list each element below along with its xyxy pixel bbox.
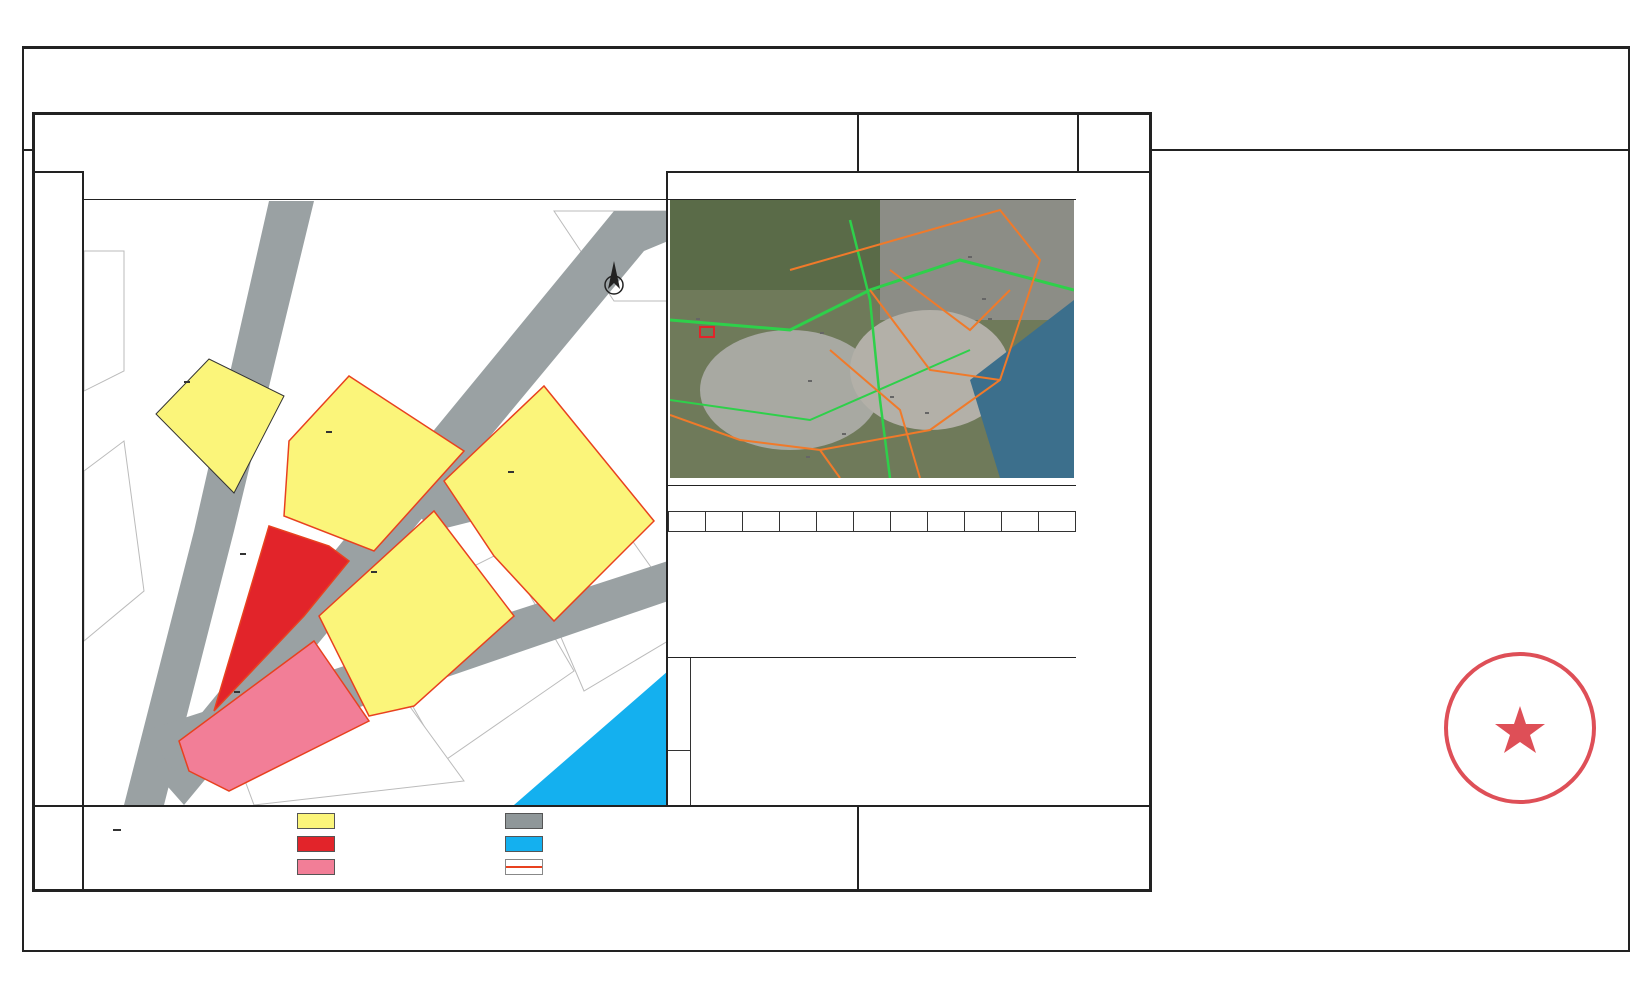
table-header-cell: [669, 512, 706, 532]
table-header-cell: [817, 512, 854, 532]
control-table-title: [668, 485, 1076, 510]
loc-label-1: [696, 318, 700, 320]
parcel-tag-a02-01: [508, 471, 514, 473]
table-header-cell: [891, 512, 928, 532]
table-header-cell: [1002, 512, 1039, 532]
loc-label-10: [988, 318, 992, 320]
legend-swatch-boundary: [505, 859, 543, 875]
table-header-cell: [965, 512, 1002, 532]
planning-sheet: [32, 112, 1152, 892]
loc-label-2: [820, 332, 824, 334]
table-header-cell: [743, 512, 780, 532]
land-use-map-svg: [84, 171, 668, 805]
sheet-header: [35, 115, 1149, 173]
remark-label: [668, 658, 691, 750]
legend-swatch-water: [505, 836, 543, 852]
parcel-tag-a03: [240, 553, 246, 555]
legend-swatch-road: [505, 813, 543, 829]
table-header-cell: [854, 512, 891, 532]
sheet-number: [1077, 115, 1151, 171]
legend-swatch-education: [297, 859, 335, 875]
parcel-tag-a02-02: [371, 571, 377, 573]
aerial-location-map: [670, 200, 1074, 478]
legend-swatch-commercial: [297, 836, 335, 852]
loc-label-6: [806, 456, 810, 458]
legend-swatch-residential: [297, 813, 335, 829]
official-seal: [1440, 648, 1600, 808]
land-use-map-title: [84, 171, 666, 200]
control-table: [668, 511, 1076, 532]
loc-label-5: [890, 396, 894, 398]
loc-label-3: [808, 380, 812, 382]
loc-label-8: [842, 433, 846, 435]
parcel-tag-a04: [234, 691, 240, 693]
legend: [35, 805, 1149, 891]
table-header-cell: [928, 512, 965, 532]
notes-section: [668, 657, 1076, 806]
legend-heading: [35, 807, 84, 891]
location-map-title: [668, 171, 1076, 200]
control-table-header: [669, 512, 1076, 532]
parcel-tag-a01-01: [184, 381, 190, 383]
legend-organizations: [857, 807, 1151, 891]
table-header-cell: [780, 512, 817, 532]
table-header-cell: [1039, 512, 1076, 532]
legend-sample-tag: [113, 829, 121, 831]
plan-label: [668, 750, 691, 807]
loc-label-4: [925, 412, 929, 414]
table-header-cell: [706, 512, 743, 532]
parcel-tag-a01-02: [326, 431, 332, 433]
land-use-map: [82, 171, 668, 805]
loc-label-7: [968, 256, 972, 258]
aerial-map-svg: [670, 200, 1074, 478]
sheet-type: [857, 115, 1079, 171]
loc-label-9: [982, 298, 986, 300]
location-panel: [668, 171, 1076, 805]
